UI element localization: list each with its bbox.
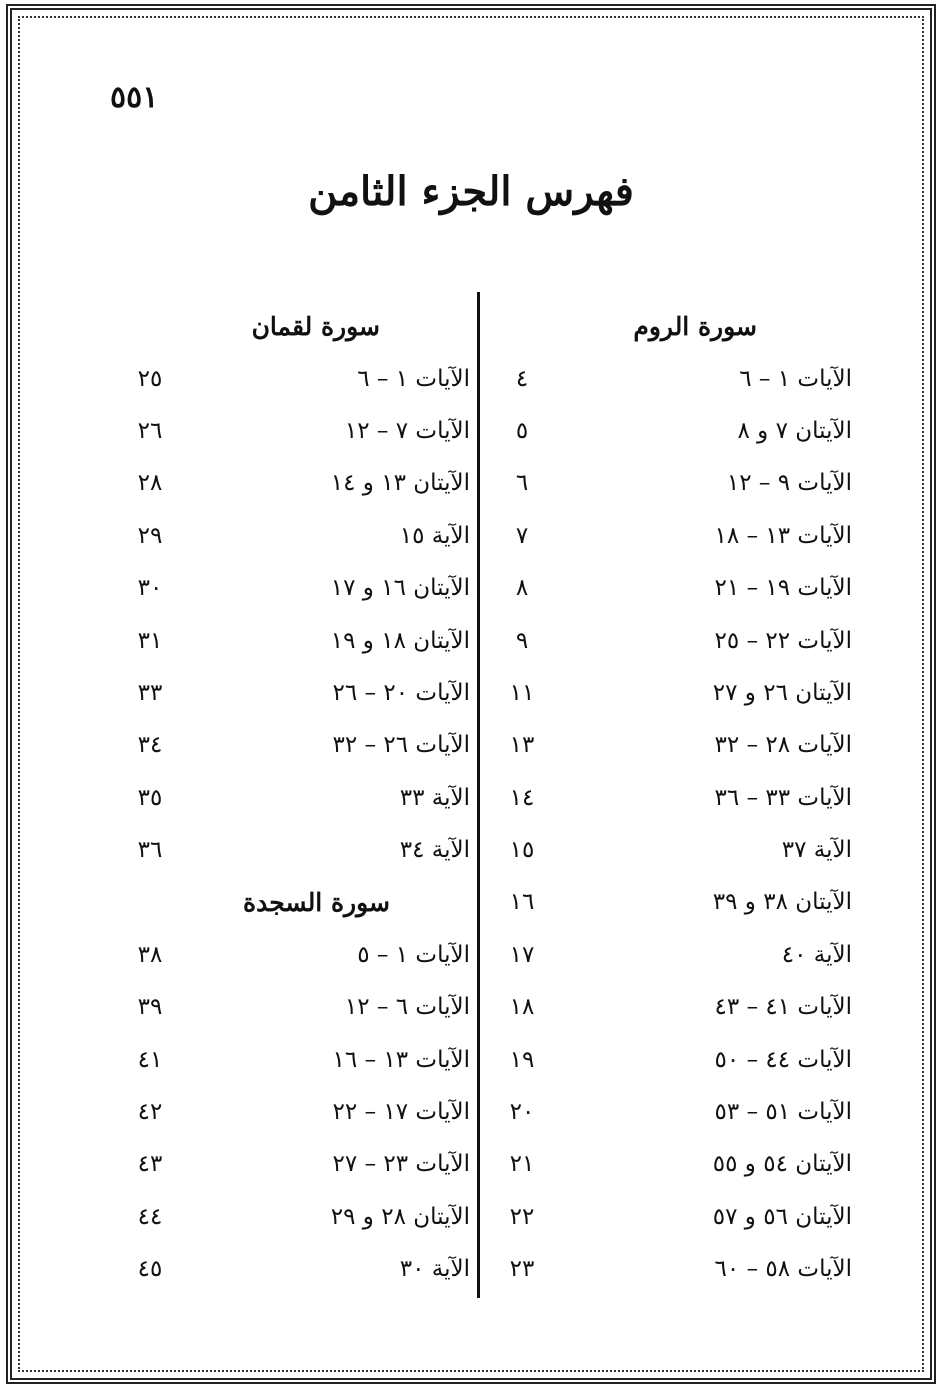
entry-label: الآيات ٩ – ١٢ xyxy=(726,470,852,497)
entry-label: الآيات ٧ – ١٢ xyxy=(344,417,470,444)
index-entry xyxy=(492,457,852,509)
entry-page-number: ٤٣ xyxy=(137,1151,163,1178)
entry-page-number: ٦ xyxy=(515,470,529,497)
index-entry xyxy=(120,719,470,771)
index-entry xyxy=(120,1191,470,1243)
index-entry xyxy=(120,614,470,666)
index-entry xyxy=(120,457,470,509)
index-entry xyxy=(492,1243,852,1295)
entry-page-number: ١٩ xyxy=(509,1046,535,1073)
entry-label: الآيتان ٥٦ و ٥٧ xyxy=(712,1203,852,1230)
index-entry xyxy=(492,352,852,404)
left-entries-list-2 xyxy=(120,929,470,1296)
entry-label: الآيات ١٣ – ١٦ xyxy=(332,1046,470,1073)
index-entry xyxy=(120,981,470,1033)
entry-label: الآيات ١ – ٦ xyxy=(739,365,852,392)
index-entry xyxy=(492,667,852,719)
entry-page-number: ٢٣ xyxy=(509,1256,535,1283)
entry-label: الآية ٣٧ xyxy=(781,837,852,864)
index-entry xyxy=(492,876,852,928)
entry-page-number: ١١ xyxy=(509,679,535,706)
entry-page-number: ١٤ xyxy=(509,784,535,811)
index-entry xyxy=(120,1033,470,1085)
entry-label: الآيات ١ – ٦ xyxy=(357,365,470,392)
index-entry xyxy=(492,1191,852,1243)
entry-page-number: ٢٨ xyxy=(137,470,163,497)
entry-page-number: ١٥ xyxy=(509,837,535,864)
index-entry xyxy=(120,510,470,562)
entry-label: الآيات ٦ – ١٢ xyxy=(344,994,470,1021)
entry-label: الآيتان ١٦ و ١٧ xyxy=(330,575,470,602)
index-entry xyxy=(492,510,852,562)
entry-page-number: ٤٢ xyxy=(137,1099,163,1126)
entry-label: الآية ١٥ xyxy=(399,522,470,549)
index-entry xyxy=(492,614,852,666)
entry-page-number: ١٦ xyxy=(509,889,535,916)
entry-label: الآيات ١٣ – ١٨ xyxy=(714,522,852,549)
index-entry xyxy=(120,929,470,981)
entry-page-number: ٢٩ xyxy=(137,522,163,549)
entry-page-number: ٤ xyxy=(515,365,529,392)
entry-page-number: ٨ xyxy=(515,575,529,602)
page-title: فهرس الجزء الثامن xyxy=(308,168,634,215)
index-entry xyxy=(492,1086,852,1138)
entry-label: الآيات ٤١ – ٤٣ xyxy=(714,994,852,1021)
column-divider xyxy=(477,292,480,1298)
entry-label: الآيات ١٧ – ٢٢ xyxy=(332,1099,470,1126)
index-entry xyxy=(120,405,470,457)
entry-page-number: ٢١ xyxy=(509,1151,535,1178)
entry-label: الآيات ٣٣ – ٣٦ xyxy=(714,784,852,811)
entry-label: الآيتان ١٣ و ١٤ xyxy=(330,470,470,497)
index-column-right xyxy=(492,300,852,1295)
entry-page-number: ٣٤ xyxy=(137,732,163,759)
index-entry xyxy=(120,562,470,614)
entry-page-number: ١٣ xyxy=(509,732,535,759)
entry-label: الآية ٣٠ xyxy=(399,1256,470,1283)
entry-page-number: ٢٥ xyxy=(137,365,163,392)
index-entry xyxy=(120,1243,470,1295)
entry-page-number: ١٧ xyxy=(509,941,535,968)
entry-label: الآيات ٥٨ – ٦٠ xyxy=(714,1256,852,1283)
surah-heading-label: سورة الروم xyxy=(633,311,757,341)
entry-label: الآية ٣٤ xyxy=(399,837,470,864)
entry-page-number: ٢٦ xyxy=(137,417,163,444)
entry-page-number: ١٨ xyxy=(509,994,535,1021)
index-entry xyxy=(492,719,852,771)
entry-label: الآيات ٢٠ – ٢٦ xyxy=(332,679,470,706)
entry-page-number: ٣٨ xyxy=(137,941,163,968)
entry-page-number: ٩ xyxy=(515,627,529,654)
index-entry xyxy=(492,929,852,981)
entry-page-number: ٣٠ xyxy=(137,575,163,602)
entry-label: الآيات ٤٤ – ٥٠ xyxy=(714,1046,852,1073)
right-entries-list xyxy=(492,352,852,1295)
index-entry xyxy=(492,824,852,876)
index-entry xyxy=(492,405,852,457)
entry-label: الآيات ٢٢ – ٢٥ xyxy=(714,627,852,654)
entry-page-number: ٣٣ xyxy=(137,679,163,706)
entry-label: الآيات ٢٨ – ٣٢ xyxy=(714,732,852,759)
surah-heading-sajdah xyxy=(120,876,470,928)
left-entries-list xyxy=(120,352,470,876)
entry-label: الآيات ٥١ – ٥٣ xyxy=(714,1099,852,1126)
surah-heading-luqman xyxy=(120,300,470,352)
entry-label: الآيات ٢٦ – ٣٢ xyxy=(332,732,470,759)
index-entry xyxy=(492,981,852,1033)
entry-page-number: ٣٩ xyxy=(137,994,163,1021)
entry-label: الآية ٣٣ xyxy=(399,784,470,811)
entry-label: الآيات ١ – ٥ xyxy=(357,941,470,968)
entry-label: الآيات ٢٣ – ٢٧ xyxy=(332,1151,470,1178)
surah-heading-label: سورة لقمان xyxy=(251,311,380,341)
entry-page-number: ٣٦ xyxy=(137,837,163,864)
entry-page-number: ٧ xyxy=(515,522,529,549)
entry-label: الآيات ١٩ – ٢١ xyxy=(714,575,852,602)
index-entry xyxy=(120,667,470,719)
entry-page-number: ٤١ xyxy=(137,1046,163,1073)
surah-heading-rum xyxy=(492,300,852,352)
index-column-left xyxy=(120,300,470,1295)
index-entry xyxy=(120,824,470,876)
entry-page-number: ٤٥ xyxy=(137,1256,163,1283)
entry-label: الآيتان ٧ و ٨ xyxy=(737,417,852,444)
index-entry xyxy=(492,1033,852,1085)
index-entry xyxy=(120,1086,470,1138)
entry-page-number: ٢٠ xyxy=(509,1099,535,1126)
entry-label: الآيتان ١٨ و ١٩ xyxy=(330,627,470,654)
entry-page-number: ٢٢ xyxy=(509,1203,535,1230)
index-entry xyxy=(492,562,852,614)
page-number: ٥٥١ xyxy=(110,80,159,115)
entry-label: الآيتان ٥٤ و ٥٥ xyxy=(712,1151,852,1178)
entry-page-number: ٣٥ xyxy=(137,784,163,811)
entry-label: الآية ٤٠ xyxy=(781,941,852,968)
entry-label: الآيتان ٢٨ و ٢٩ xyxy=(330,1203,470,1230)
surah-heading-label: سورة السجدة xyxy=(243,887,390,917)
entry-label: الآيتان ٣٨ و ٣٩ xyxy=(712,889,852,916)
index-entry xyxy=(120,1138,470,1190)
entry-label: الآيتان ٢٦ و ٢٧ xyxy=(712,679,852,706)
index-entry xyxy=(492,772,852,824)
index-entry xyxy=(120,772,470,824)
index-entry xyxy=(120,352,470,404)
entry-page-number: ٣١ xyxy=(137,627,163,654)
index-entry xyxy=(492,1138,852,1190)
entry-page-number: ٥ xyxy=(515,417,529,444)
entry-page-number: ٤٤ xyxy=(137,1203,163,1230)
